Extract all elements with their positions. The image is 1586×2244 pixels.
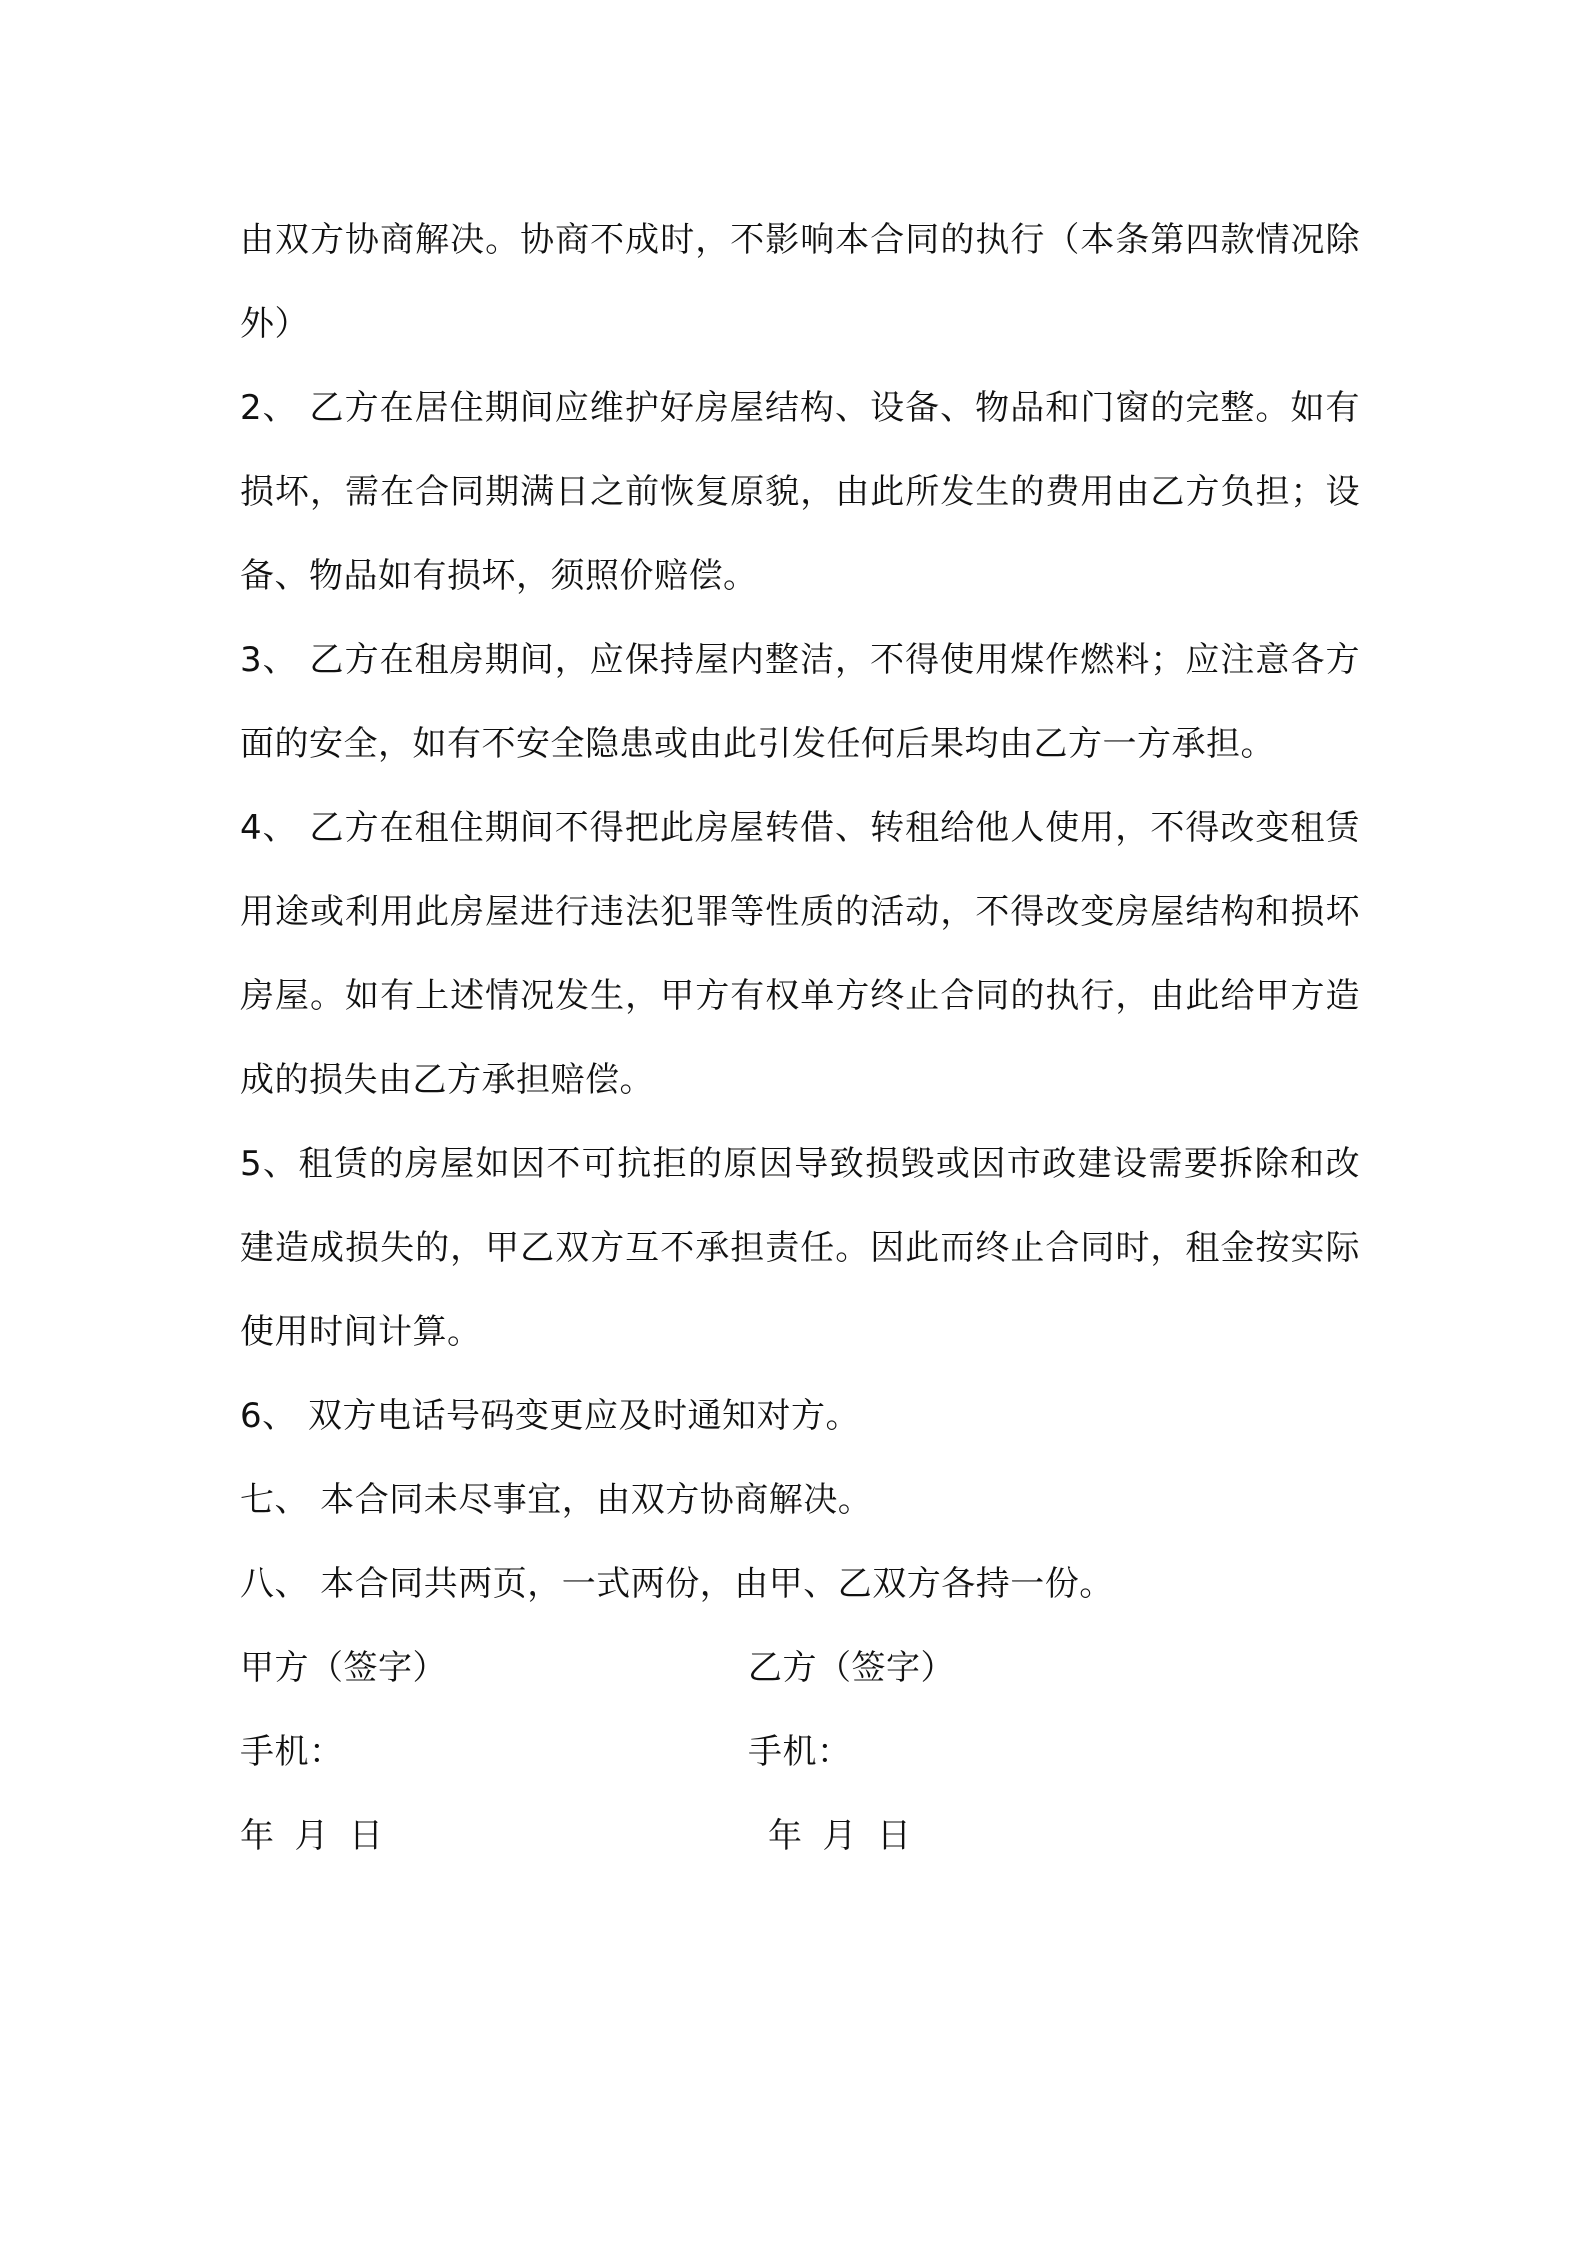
clause-2: 2、 乙方在居住期间应维护好房屋结构、设备、物品和门窗的完整。如有损坏，需在合同期满日之前恢复原貌，由此所发生的费用由乙方负担；设备、物品如有损坏，须照价赔偿。 (240, 388, 1360, 596)
clause-continuation: 由双方协商解决。协商不成时，不影响本合同的执行（本条第四款情况除外） (240, 220, 1360, 344)
clause-3: 3、 乙方在租房期间，应保持屋内整洁，不得使用煤作燃料；应注意各方面的安全，如有不安全隐患或由此引发任何后果均由乙方一方承担。 (240, 640, 1360, 764)
party-b-signature-label: 乙方（签字） (748, 1648, 955, 1688)
phone-row (240, 1710, 1360, 1794)
signature-row (240, 1626, 1360, 1710)
contract-body (240, 198, 1360, 1878)
party-b-date (768, 1794, 912, 1878)
clause-4: 4、 乙方在租住期间不得把此房屋转借、转租给他人使用，不得改变租赁用途或利用此房屋进行违法犯罪等性质的活动，不得改变房屋结构和损坏房屋。如有上述情况发生，甲方有权单方终止合同的执行，由此给甲方造成的损失由乙方承担赔偿。 (240, 808, 1360, 1100)
party-a-phone-label: 手机： (240, 1732, 344, 1772)
party-a-date-month: 月 (294, 1816, 329, 1856)
party-b-date-month: 月 (822, 1816, 857, 1856)
party-b-date-year: 年 (768, 1816, 803, 1856)
article-7: 七、 本合同未尽事宜，由双方协商解决。 (240, 1480, 873, 1520)
party-b-phone-label: 手机： (748, 1732, 852, 1772)
clause-6: 6、 双方电话号码变更应及时通知对方。 (240, 1396, 860, 1436)
party-a-date-year: 年 (240, 1816, 275, 1856)
party-a-signature-label: 甲方（签字） (240, 1648, 447, 1688)
article-8: 八、 本合同共两页，一式两份，由甲、乙双方各持一份。 (240, 1564, 1114, 1604)
party-a-date-day: 日 (349, 1816, 384, 1856)
party-a-date (240, 1794, 384, 1878)
party-b-date-day: 日 (877, 1816, 912, 1856)
date-row (240, 1794, 1360, 1878)
clause-5: 5、租赁的房屋如因不可抗拒的原因导致损毁或因市政建设需要拆除和改建造成损失的，甲乙双方互不承担责任。因此而终止合同时，租金按实际使用时间计算。 (240, 1144, 1360, 1352)
